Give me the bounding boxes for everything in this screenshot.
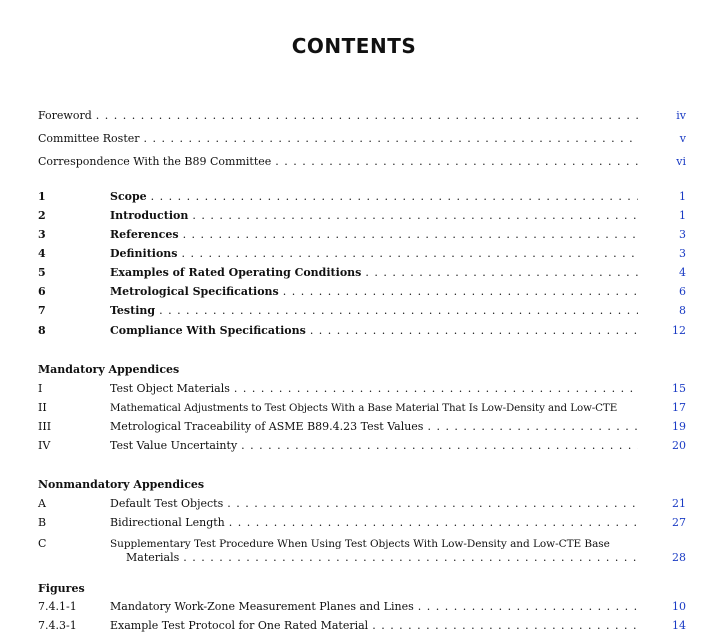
section-number: 5	[38, 266, 46, 279]
toc-label: Foreword	[38, 109, 92, 122]
leader-dots	[275, 154, 638, 170]
toc-entry-appendix[interactable]	[38, 419, 686, 435]
page-number-link[interactable]: iv	[676, 109, 686, 122]
appendix-number: II	[38, 401, 47, 414]
toc-entry-section[interactable]	[38, 246, 686, 262]
leader-dots	[192, 208, 638, 224]
page-number-link[interactable]: 3	[679, 247, 686, 260]
leader-dots	[234, 381, 638, 397]
page-title: CONTENTS	[291, 34, 417, 58]
figure-number: 7.4.3-1	[38, 619, 77, 632]
toc-label: Introduction	[110, 209, 189, 222]
page-number-link[interactable]: 19	[672, 420, 686, 433]
page-number-link[interactable]: 15	[672, 382, 686, 395]
page-number-link[interactable]: 1	[679, 190, 686, 203]
toc-label: Committee Roster	[38, 132, 140, 145]
section-number: 7	[38, 304, 46, 317]
leader-dots	[372, 618, 638, 634]
toc-entry-appendix-c[interactable]	[126, 550, 686, 566]
leader-dots	[283, 284, 638, 300]
toc-label: Example Test Protocol for One Rated Material	[110, 619, 369, 632]
leader-dots	[182, 246, 639, 262]
appendix-number: I	[38, 382, 43, 395]
page-number-link[interactable]: 21	[672, 497, 686, 510]
toc-label: Metrological Traceability of ASME B89.4.23 Test Values	[110, 420, 424, 433]
section-number: 6	[38, 285, 46, 298]
toc-entry-foreword[interactable]	[38, 108, 686, 124]
toc-label: Test Value Uncertainty	[110, 439, 238, 452]
appendix-number: A	[38, 497, 46, 510]
mandatory-appendices-heading: Mandatory Appendices	[38, 363, 180, 376]
appendix-number: C	[38, 537, 47, 550]
appendix-number: B	[38, 516, 47, 529]
toc-entry-section[interactable]	[38, 189, 686, 205]
figures-heading: Figures	[38, 582, 85, 595]
toc-entry-section[interactable]	[38, 323, 686, 339]
page-number-link[interactable]: 10	[672, 600, 686, 613]
toc-label-line2: Materials	[126, 551, 180, 564]
toc-label: Metrological Specifications	[110, 285, 279, 298]
toc-label: Default Test Objects	[110, 497, 224, 510]
section-number: 2	[38, 209, 46, 222]
page-number-link[interactable]: vi	[676, 155, 686, 168]
toc-label: Test Object Materials	[110, 382, 230, 395]
toc-entry-section[interactable]	[38, 227, 686, 243]
leader-dots	[418, 599, 638, 615]
toc-label: Correspondence With the B89 Committee	[38, 155, 272, 168]
leader-dots	[159, 303, 638, 319]
section-number: 4	[38, 247, 46, 260]
leader-dots	[151, 189, 638, 205]
page-number-link[interactable]: 27	[672, 516, 686, 529]
section-number: 3	[38, 228, 46, 241]
toc-entry-appendix[interactable]	[38, 438, 686, 454]
toc-entry-figure[interactable]	[38, 618, 686, 634]
page-number-link[interactable]: 4	[679, 266, 686, 279]
toc-entry-section[interactable]	[38, 208, 686, 224]
leader-dots	[183, 550, 638, 566]
page-number-link[interactable]: 3	[679, 228, 686, 241]
appendix-number: III	[38, 420, 52, 433]
toc-entry-committee-roster[interactable]	[38, 131, 686, 147]
toc-label: Examples of Rated Operating Conditions	[110, 266, 362, 279]
toc-label: Bidirectional Length	[110, 516, 225, 529]
leader-dots	[227, 496, 638, 512]
page-number-link[interactable]: 14	[672, 619, 686, 632]
page-number-link[interactable]: 28	[672, 551, 686, 564]
leader-dots	[310, 323, 638, 339]
toc-label: Compliance With Specifications	[110, 324, 306, 337]
page-number-link[interactable]: v	[679, 132, 686, 145]
nonmandatory-appendices-heading: Nonmandatory Appendices	[38, 478, 205, 491]
toc-label: Mathematical Adjustments to Test Objects With a Base Material That Is Low-Density and Low-CTE	[110, 402, 618, 414]
section-number: 1	[38, 190, 46, 203]
toc-entry-appendix[interactable]	[38, 381, 686, 397]
toc-entry-figure[interactable]	[38, 599, 686, 615]
toc-entry-correspondence[interactable]	[38, 154, 686, 170]
leader-dots	[365, 265, 638, 281]
page-number-link[interactable]: 17	[672, 401, 686, 414]
toc-label: Testing	[110, 304, 156, 317]
page-number-link[interactable]: 20	[672, 439, 686, 452]
appendix-number: IV	[38, 439, 51, 452]
page-number-link[interactable]: 8	[679, 304, 686, 317]
page-number-link[interactable]: 1	[679, 209, 686, 222]
toc-label: References	[110, 228, 179, 241]
figure-number: 7.4.1-1	[38, 600, 77, 613]
toc-entry-appendix[interactable]	[38, 515, 686, 531]
toc-label: Scope	[110, 190, 147, 203]
page-number-link[interactable]: 12	[672, 324, 686, 337]
leader-dots	[183, 227, 638, 243]
toc-entry-section[interactable]	[38, 303, 686, 319]
toc-label: Definitions	[110, 247, 178, 260]
toc-entry-section[interactable]	[38, 265, 686, 281]
toc-entry-appendix[interactable]	[38, 496, 686, 512]
leader-dots	[241, 438, 638, 454]
toc-entry-appendix[interactable]	[38, 400, 686, 416]
toc-label-line1[interactable]: Supplementary Test Procedure When Using Test Objects With Low-Density and Low-CTE Base	[110, 538, 610, 550]
leader-dots	[144, 131, 638, 147]
section-number: 8	[38, 324, 46, 337]
toc-entry-section[interactable]	[38, 284, 686, 300]
page-number-link[interactable]: 6	[679, 285, 686, 298]
leader-dots	[427, 419, 638, 435]
leader-dots	[96, 108, 638, 124]
leader-dots	[229, 515, 638, 531]
toc-label: Mandatory Work-Zone Measurement Planes and Lines	[110, 600, 414, 613]
